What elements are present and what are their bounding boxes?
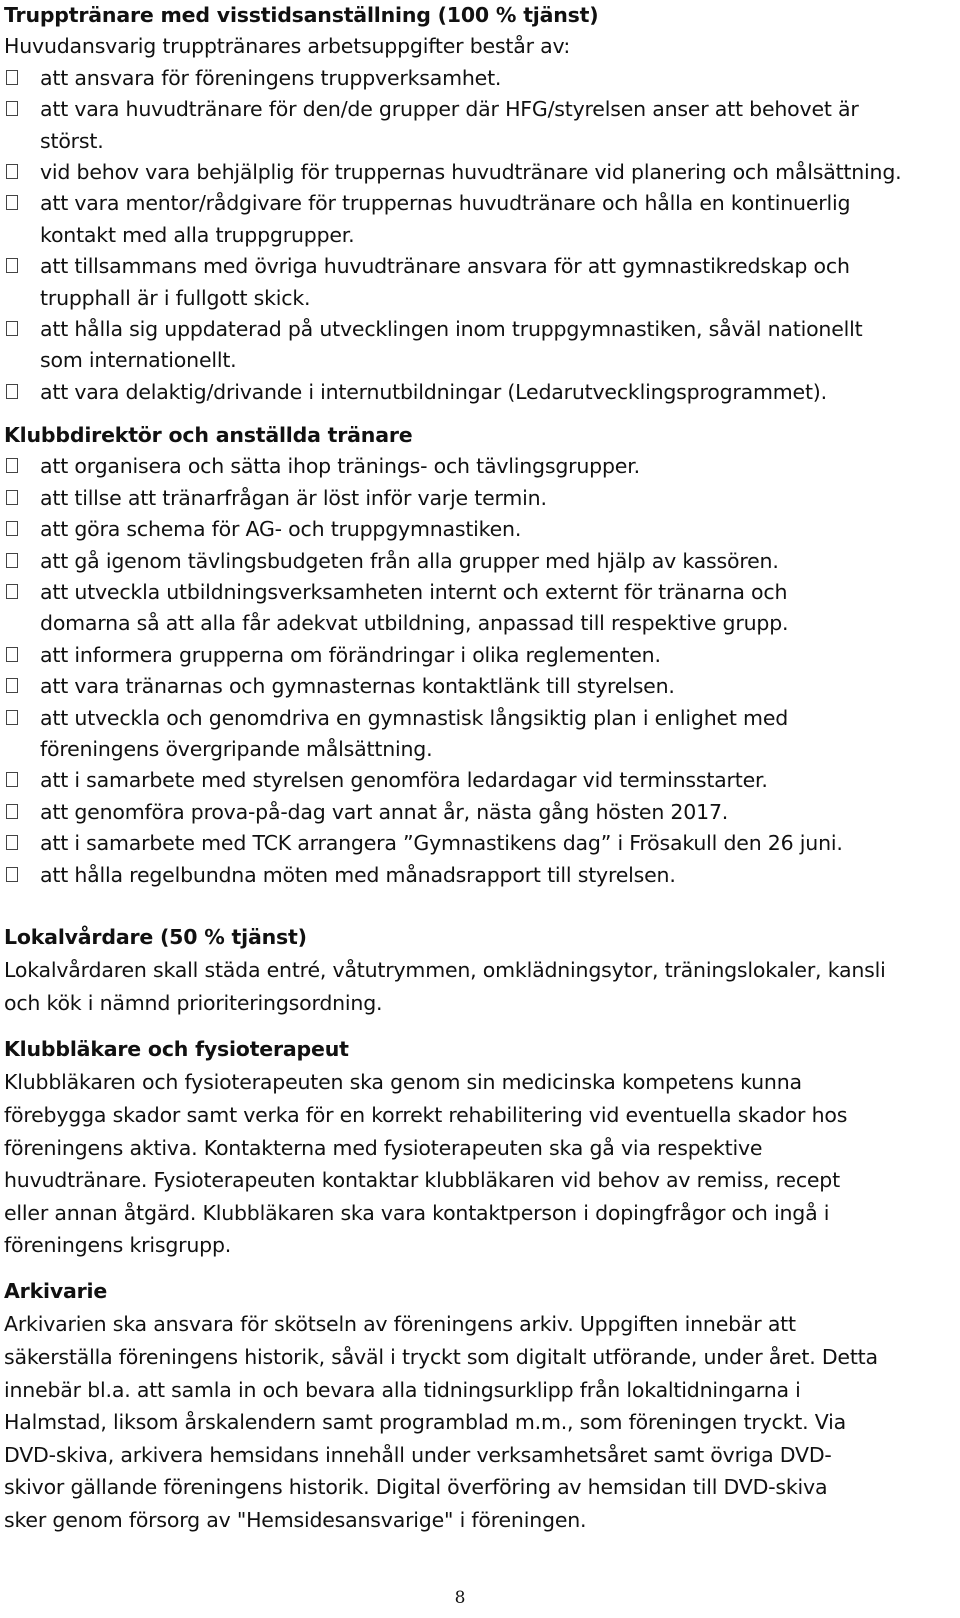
- list-item-text: att utveckla utbildningsverksamheten internt och externt för tränarna och: [40, 580, 788, 604]
- list-item-text: att organisera och sätta ihop tränings- och tävlingsgrupper.: [40, 454, 640, 479]
- list-item-text: att ansvara för föreningens truppverksamhet.: [40, 65, 502, 90]
- bullet-box-icon: [6, 195, 18, 210]
- list-item-continuation: störst.: [40, 128, 104, 153]
- bullet-box-icon: [6, 321, 18, 336]
- list-item-text: att göra schema för AG- och truppgymnastiken.: [40, 517, 522, 542]
- list-item-continuation: som internationellt.: [40, 348, 237, 373]
- list-item-text: att tillse att tränarfrågan är löst inför varje termin.: [40, 485, 547, 510]
- bullet-box-icon: [6, 647, 18, 662]
- paragraph-line: DVD-skiva, arkivera hemsidans innehåll under verksamhetsåret samt övriga DVD-: [4, 1442, 832, 1467]
- bullet-box-icon: [6, 835, 18, 850]
- list-item-text: att utveckla och genomdriva en gymnastisk långsiktig plan i enlighet med: [40, 705, 789, 730]
- section-heading: Lokalvårdare (50 % tjänst): [4, 925, 307, 949]
- section-heading: Klubbläkare och fysioterapeut: [4, 1037, 349, 1061]
- section-heading: Trupptränare med visstidsanställning (100 % tjänst): [4, 3, 599, 27]
- paragraph-line: Arkivarien ska ansvara för skötseln av föreningens arkiv. Uppgiften innebär att: [4, 1312, 796, 1337]
- paragraph-line: skivor gällande föreningens historik. Digital överföring av hemsidan till DVD-skiva: [4, 1475, 828, 1500]
- list-item-text: att i samarbete med TCK arrangera ”Gymnastikens dag” i Frösakull den 26 juni.: [40, 831, 843, 856]
- list-item-text: att i samarbete med styrelsen genomföra ledardagar vid terminsstarter.: [40, 768, 768, 793]
- paragraph-line: innebär bl.a. att samla in och bevara alla tidningsurklipp från lokaltidningarna i: [4, 1377, 801, 1402]
- bullet-box-icon: [6, 490, 18, 505]
- list-item-text: att vara huvudtränare för den/de grupper där HFG/styrelsen anser att behovet är: [40, 97, 859, 122]
- bullet-box-icon: [6, 710, 18, 725]
- paragraph-line: sker genom försorg av "Hemsidesansvarige" i föreningen.: [4, 1508, 587, 1532]
- list-item-text: att informera grupperna om förändringar i olika reglementen.: [40, 642, 661, 667]
- bullet-box-icon: [6, 521, 18, 536]
- section-intro: Huvudansvarig trupptränares arbetsuppgifter består av:: [4, 34, 571, 59]
- list-item-text: att hålla sig uppdaterad på utvecklingen inom truppgymnastiken, såväl nationellt: [40, 317, 863, 341]
- paragraph-line: Klubbläkaren och fysioterapeuten ska genom sin medicinska kompetens kunna: [4, 1070, 802, 1095]
- list-item-continuation: trupphall är i fullgott skick.: [40, 285, 311, 310]
- paragraph-line: föreningens aktiva. Kontakterna med fysioterapeuten ska gå via respektive: [4, 1135, 763, 1160]
- section-heading: Klubbdirektör och anställda tränare: [4, 423, 413, 447]
- paragraph-line: och kök i nämnd prioriteringsordning.: [4, 991, 383, 1015]
- bullet-box-icon: [6, 584, 18, 599]
- bullet-box-icon: [6, 258, 18, 273]
- paragraph-line: föreningens krisgrupp.: [4, 1233, 232, 1258]
- list-item-continuation: domarna så att alla får adekvat utbildning, anpassad till respektive grupp.: [40, 611, 789, 636]
- paragraph-line: förebygga skador samt verka för en korrekt rehabilitering vid eventuella skador hos: [4, 1103, 848, 1127]
- section-heading: Arkivarie: [4, 1279, 108, 1303]
- paragraph-line: Lokalvårdaren skall städa entré, våtutrymmen, omklädningsytor, träningslokaler, kansli: [4, 958, 886, 983]
- list-item-text: att gå igenom tävlingsbudgeten från alla grupper med hjälp av kassören.: [40, 548, 779, 573]
- bullet-box-icon: [6, 101, 18, 116]
- list-item-text: vid behov vara behjälplig för truppernas huvudtränare vid planering och målsättning.: [40, 160, 902, 184]
- list-item-text: att genomföra prova-på-dag vart annat år, nästa gång hösten 2017.: [40, 799, 729, 824]
- list-item-text: att vara tränarnas och gymnasternas kontaktlänk till styrelsen.: [40, 674, 675, 699]
- page-number: 8: [454, 1588, 466, 1608]
- paragraph-line: huvudtränare. Fysioterapeuten kontaktar klubbläkaren vid behov av remiss, recept: [4, 1168, 840, 1193]
- bullet-box-icon: [6, 164, 18, 179]
- bullet-box-icon: [6, 804, 18, 819]
- list-item-text: att vara delaktig/drivande i internutbildningar (Ledarutvecklingsprogrammet).: [40, 379, 827, 404]
- bullet-box-icon: [6, 70, 18, 85]
- bullet-box-icon: [6, 458, 18, 473]
- bullet-box-icon: [6, 867, 18, 882]
- list-item-text: att tillsammans med övriga huvudtränare ansvara för att gymnastikredskap och: [40, 254, 850, 279]
- bullet-box-icon: [6, 678, 18, 693]
- paragraph-line: säkerställa föreningens historik, såväl i tryckt som digitalt utförande, under året. Detta: [4, 1345, 878, 1369]
- bullet-box-icon: [6, 772, 18, 787]
- paragraph-line: eller annan åtgärd. Klubbläkaren ska vara kontaktperson i dopingfrågor och ingå i: [4, 1200, 830, 1225]
- list-item-text: att vara mentor/rådgivare för truppernas huvudtränare och hålla en kontinuerlig: [40, 191, 851, 216]
- bullet-box-icon: [6, 553, 18, 568]
- bullet-box-icon: [6, 384, 18, 399]
- paragraph-line: Halmstad, liksom årskalendern samt programblad m.m., som föreningen tryckt. Via: [4, 1410, 846, 1435]
- list-item-text: att hålla regelbundna möten med månadsrapport till styrelsen.: [40, 862, 676, 887]
- list-item-continuation: föreningens övergripande målsättning.: [40, 737, 433, 761]
- list-item-continuation: kontakt med alla truppgrupper.: [40, 222, 355, 247]
